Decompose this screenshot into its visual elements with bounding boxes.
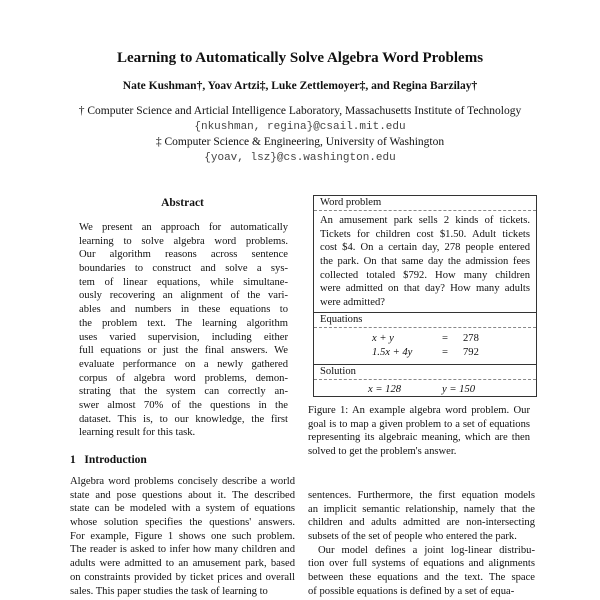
figure-1-caption bbox=[308, 404, 530, 459]
text-line: uses varied supervision, including either bbox=[79, 331, 288, 343]
figure-1-box bbox=[313, 195, 537, 397]
text-line: ously recovering an alignment of the vari- bbox=[79, 290, 288, 302]
text-line: subsets of the set of people who entered the park. bbox=[308, 531, 517, 543]
text-line: collected totaled $792. How many children bbox=[320, 269, 530, 281]
text-line: solved to get the problem's answer. bbox=[308, 446, 457, 458]
text-line: Tickets for children cost $1.50. Adult tickets bbox=[320, 228, 530, 240]
text-line: whose solution specifies the questions' answers. bbox=[70, 517, 295, 529]
text-line: learning result for this task. bbox=[79, 427, 196, 439]
text-line: tion over full systems of equations and alignments bbox=[308, 558, 535, 570]
eq1-equals: = bbox=[442, 332, 448, 344]
text-line: cost $4. On a certain day, 278 people entered bbox=[320, 242, 530, 254]
email-uw: {yoav, lsz}@cs.washington.edu bbox=[204, 152, 396, 164]
text-line: were admitted? bbox=[320, 297, 386, 309]
intro-body bbox=[70, 475, 295, 598]
eq2-rhs: 792 bbox=[463, 346, 479, 358]
text-line: state and pose questions about it. The described bbox=[70, 489, 295, 501]
text-line: strating that the system can correctly an- bbox=[79, 386, 288, 398]
text-line: evaluate performance on a newly gathered bbox=[79, 358, 288, 370]
text-line: goal is to map a given problem to a set of equations bbox=[308, 418, 530, 430]
solution-x: x = 128 bbox=[368, 383, 402, 395]
eq2-equals: = bbox=[442, 346, 448, 358]
text-line: were admitted on that day? How many adults bbox=[320, 283, 530, 295]
abstract-heading: Abstract bbox=[161, 197, 204, 209]
equations bbox=[314, 328, 536, 365]
email-mit: {nkushman, regina}@csail.mit.edu bbox=[194, 121, 406, 133]
word-problem-label: Word problem bbox=[314, 196, 536, 211]
right-column-body bbox=[308, 489, 535, 599]
text-line: the problem text. The learning algorithm bbox=[79, 317, 288, 329]
text-line: of possible equations is defined by a set of equa- bbox=[308, 585, 515, 597]
text-line: sales. This paper studies the task of learning to bbox=[70, 585, 268, 597]
text-line: boundaries to construct and solve a sys- bbox=[79, 263, 288, 275]
text-line: learning to solve algebra word problems. bbox=[79, 235, 288, 247]
text-line: on constraints provided by ticket prices and overall bbox=[70, 571, 295, 583]
text-line: tem of linear equations, while simultane- bbox=[79, 276, 288, 288]
text-line: Figure 1: An example algebra word problem. Our bbox=[308, 405, 530, 416]
text-line: sentences. Furthermore, the first equation models bbox=[308, 490, 535, 501]
text-line: representing its algebraic meaning, which are then bbox=[308, 432, 530, 444]
text-line: ables and numbers in these equations to bbox=[79, 304, 288, 316]
text-line: We present an approach for automatically bbox=[79, 222, 288, 233]
text-line: For example, Figure 1 shows one such problem. bbox=[70, 530, 295, 542]
text-line: adults were admitted to an amusement park, based bbox=[70, 558, 295, 570]
word-problem-text bbox=[314, 211, 536, 313]
paper-title: Learning to Automatically Solve Algebra Word Problems bbox=[116, 50, 484, 66]
text-line: between these equations and the text. The space bbox=[308, 572, 535, 584]
intro-heading: 1 Introduction bbox=[70, 454, 147, 466]
authors: Nate Kushman†, Yoav Artzi‡, Luke Zettlemoyer‡, and Regina Barzilay† bbox=[122, 80, 478, 92]
text-line: dataset. This is, to our knowledge, the first bbox=[79, 413, 288, 425]
text-line: Our algorithm reasons across sentence bbox=[79, 249, 288, 261]
text-line: state can be modeled with a system of equations bbox=[70, 503, 295, 515]
text-line: swer almost 70% of the questions in the bbox=[79, 399, 288, 411]
solution-label: Solution bbox=[314, 365, 536, 380]
eq1-rhs: 278 bbox=[463, 332, 479, 344]
affiliation-mit: † Computer Science and Articial Intelligence Laboratory, Massachusetts Institute of Technology bbox=[78, 105, 522, 117]
text-line: the park. On that same day the admission fees bbox=[320, 256, 530, 268]
text-line: Our model defines a joint log-linear distribu- bbox=[318, 544, 535, 556]
solution bbox=[314, 380, 536, 400]
eq2-lhs: 1.5x + 4y bbox=[372, 346, 413, 358]
text-line: Algebra word problems concisely describe a world bbox=[70, 476, 295, 487]
text-line: An amusement park sells 2 kinds of tickets. bbox=[320, 215, 530, 226]
text-line: children and adults admitted are non-intersecting bbox=[308, 517, 535, 529]
text-line: The reader is asked to infer how many children and bbox=[70, 544, 295, 556]
affiliation-uw: ‡ Computer Science & Engineering, University of Washington bbox=[155, 136, 445, 148]
equations-label: Equations bbox=[314, 313, 536, 328]
text-line: corpus of algebra word problems, demon- bbox=[79, 372, 288, 384]
solution-y: y = 150 bbox=[442, 383, 476, 395]
abstract-body bbox=[79, 221, 288, 440]
eq1-lhs: x + y bbox=[372, 332, 394, 344]
text-line: full equations or just the final answers. We bbox=[79, 345, 288, 357]
text-line: an implicit semantic relationship, namely that the bbox=[308, 503, 535, 515]
